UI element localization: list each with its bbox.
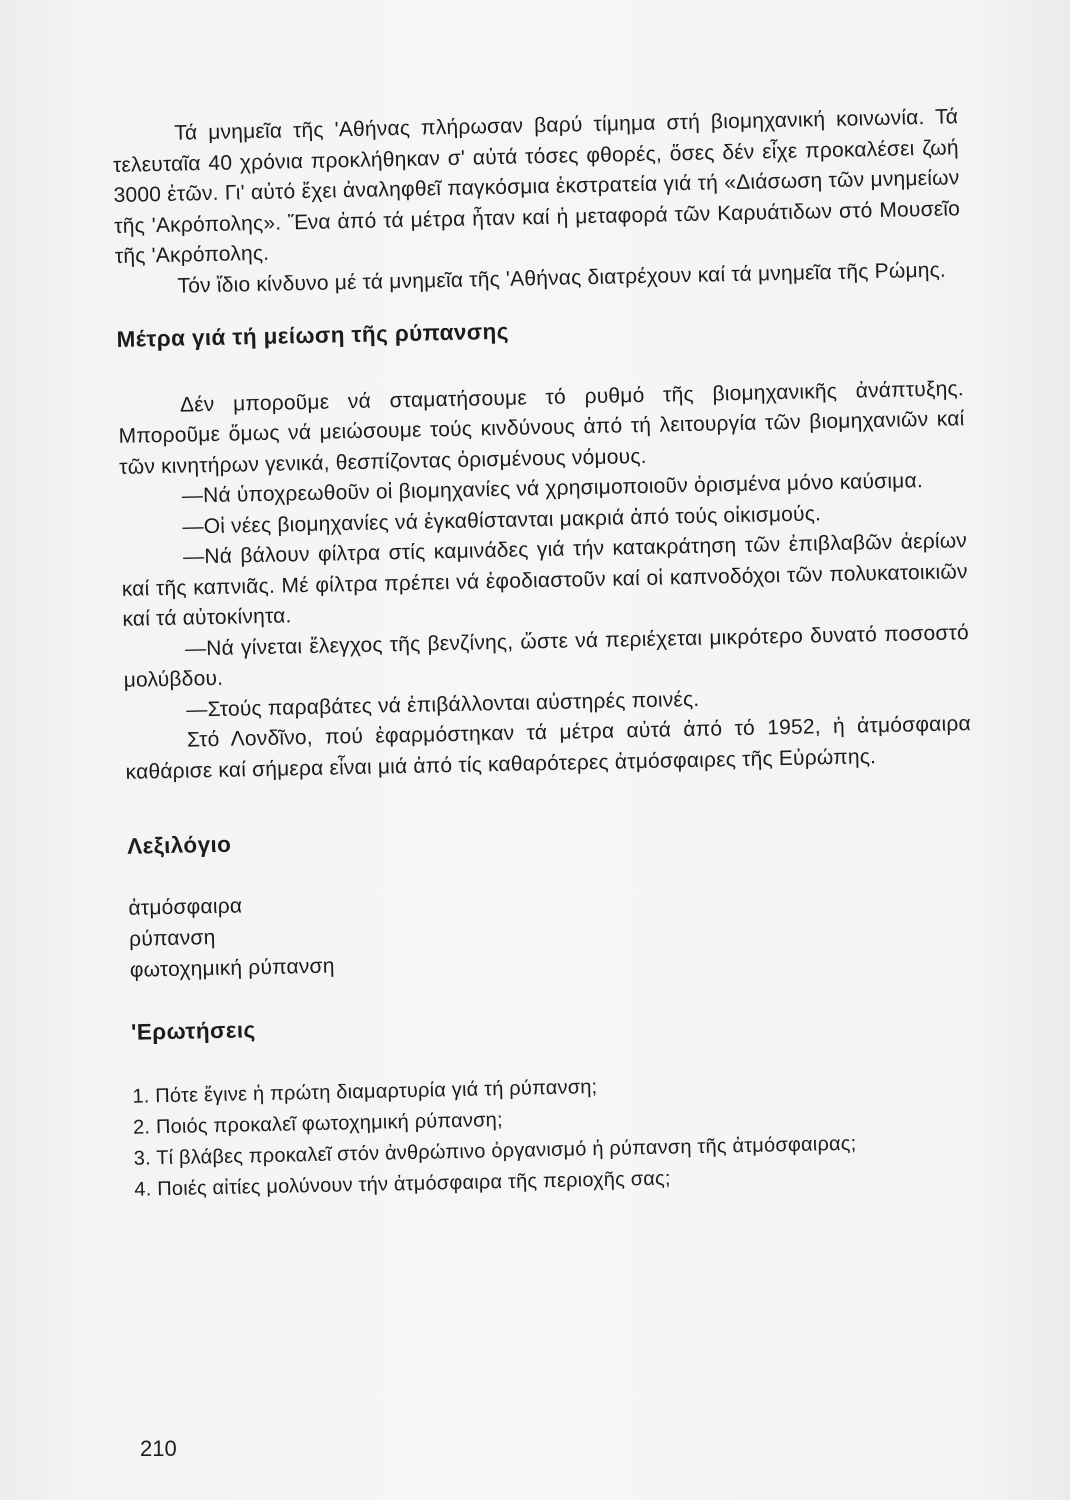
- vocabulary-term: ἀτμόσφαιρα: [128, 893, 243, 920]
- intro-paragraph-2: Τόν ἴδιο κίνδυνο μέ τά μνημεῖα τῆς 'Αθήνας διατρέχουν καί τά μνημεῖα τῆς Ρώμης.: [177, 258, 947, 298]
- measures-closing-paragraph: Στό Λονδῖνο, πού ἐφαρμόστηκαν τά μέτρα αὐτά ἀπό τό 1952, ἡ ἀτμόσφαιρα καθάρισε καί σήμερα εἶναι μιά ἀπό τίς καθαρότερες ἀτμόσφαιρες τῆς Εὐρώπης.: [125, 712, 972, 784]
- question-item: 3. Τί βλάβες προκαλεῖ στόν ἀνθρώπινο ὀργανισμό ἡ ρύπανση τῆς ἀτμόσφαιρας;: [133, 1132, 857, 1170]
- vocabulary-list: [128, 875, 976, 986]
- vocabulary-term: φωτοχημική ρύπανση: [129, 954, 335, 982]
- section-heading-questions: 'Ερωτήσεις: [130, 1016, 256, 1045]
- section-heading-measures: Μέτρα γιά τή μείωση τῆς ρύπανσης: [116, 318, 510, 352]
- measure-item: —Οἱ νέες βιομηχανίες νά ἐγκαθίστανται μακριά ἀπό τούς οἰκισμούς.: [182, 501, 822, 539]
- measure-item: —Στούς παραβάτες νά ἐπιβάλλονται αὐστηρές ποινές.: [186, 687, 700, 722]
- vocabulary-term: ρύπανση: [128, 925, 216, 951]
- questions-list: [132, 1064, 980, 1206]
- measure-item: —Νά βάλουν φίλτρα στίς καμινάδες γιά τήν κατακράτηση τῶν ἐπιβλαβῶν ἀερίων καί τῆς καπνιᾶς. Μέ φίλτρα πρέπει νά ἐφοδιαστοῦν καί οἱ καπνοδόχοι τῶν πολυκατοικιῶν καί τά αὐτοκίνητα.: [121, 529, 968, 631]
- section-heading-vocabulary: Λεξιλόγιο: [126, 831, 232, 859]
- page-number: 210: [140, 1436, 177, 1461]
- measure-item: —Νά γίνεται ἔλεγχος τῆς βενζίνης, ὥστε νά περιέχεται μικρότερο δυνατό ποσοστό μολύβδου.: [123, 620, 970, 692]
- measure-item: —Νά ὑποχρεωθοῦν οἱ βιομηχανίες νά χρησιμοποιοῦν ὁρισμένα μόνο καύσιμα.: [181, 469, 924, 508]
- question-item: 2. Ποιός προκαλεῖ φωτοχημική ρύπανση;: [132, 1109, 503, 1139]
- text-block: [112, 102, 981, 1205]
- intro-paragraph-1: Τά μνημεῖα τῆς 'Αθήνας πλήρωσαν βαρύ τίμημα στή βιομηχανική κοινωνία. Τά τελευταῖα 40 χρόνια προκλήθηκαν σ' αὐτά τόσες φθορές, ὅσες δέν εἶχε προκαλέσει ζωή 3000 ἐτῶν. Γι' αὐτό ἔχει ἀναληφθεῖ παγκόσμια ἐκστρατεία γιά τή «Διάσωση τῶν μνημείων τῆς 'Ακρόπολης». Ἕνα ἀπό τά μέτρα ἦταν καί ἡ μεταφορά τῶν Καρυάτιδων στό Μουσεῖο τῆς 'Ακρόπολης.: [112, 105, 961, 268]
- measures-intro-paragraph: Δέν μποροῦμε νά σταματήσουμε τό ρυθμό τῆς βιομηχανικῆς ἀνάπτυξης. Μποροῦμε ὅμως νά μειώσουμε τούς κινδύνους ἀπό τή λειτουργία τῶν βιομηχανιῶν καί τῶν κινητήρων γενικά, θεσπίζοντας ὁρισμένους νόμους.: [118, 376, 965, 479]
- question-item: 4. Ποιές αἰτίες μολύνουν τήν ἀτμόσφαιρα τῆς περιοχῆς σας;: [134, 1167, 671, 1201]
- question-item: 1. Πότε ἔγινε ἡ πρώτη διαμαρτυρία γιά τή ρύπανση;: [132, 1076, 598, 1108]
